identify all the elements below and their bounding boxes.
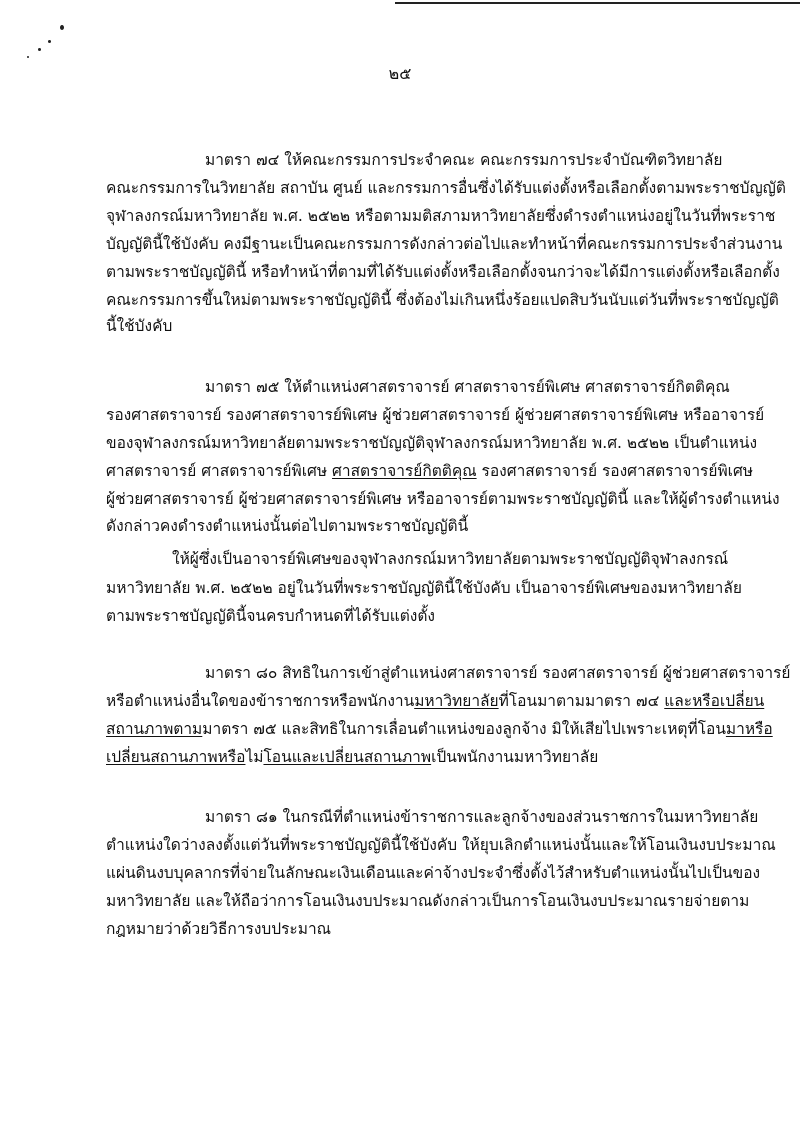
inserted-transfer-change-status-text: โอนและเปลี่ยนสถานภาพ [263,748,432,766]
section-81-line-2: ตำแหน่งใดว่างลงตั้งแต่วันที่พระราชบัญญัตินี้ใช้บังคับ ให้ยุบเลิกตำแหน่งนั้นและให้โอนเงินงบประมาณ [106,836,776,854]
section-75-line-4 [106,461,753,481]
section-80-line-2-start: หรือตำแหน่งอื่นใดของข้าราชการหรือพนักงาน [106,692,415,710]
inserted-status-text: สถานภาพตาม [106,720,203,738]
section-80-line-4 [106,747,598,767]
scan-top-rule [395,2,800,4]
section-74-line-4: บัญญัตินี้ใช้บังคับ คงมีฐานะเป็นคณะกรรมการดังกล่าวต่อไปและทำหน้าที่คณะกรรมการประจำส่วนงาน [106,235,783,253]
section-75-line-4-end: รองศาสตราจารย์ รองศาสตราจารย์พิเศษ [481,462,754,480]
scan-speck [48,40,51,43]
scan-speck [27,56,29,58]
scan-speck [38,48,41,51]
inserted-emeritus-text: ศาสตราจารย์กิตติคุณ [332,462,477,480]
section-75-line-1: มาตรา ๗๕ ให้ตำแหน่งศาสตราจารย์ ศาสตราจารย์พิเศษ ศาสตราจารย์กิตติคุณ [205,378,730,396]
section-80-line-2 [106,691,764,711]
section-74-line-7: นี้ใช้บังคับ [106,317,173,335]
section-80-line-4-end: เป็นพนักงานมหาวิทยาลัย [431,748,599,766]
section-75-line-4-start: ศาสตราจารย์ ศาสตราจารย์พิเศษ [106,462,328,480]
inserted-change-status-or-text: เปลี่ยนสถานภาพหรือ [106,748,246,766]
section-74-line-1: มาตรา ๗๔ ให้คณะกรรมการประจำคณะ คณะกรรมการประจำบัณฑิตวิทยาลัย [205,151,723,169]
section-81-line-5: กฎหมายว่าด้วยวิธีการงบประมาณ [106,920,332,938]
inserted-came-or-text: มาหรือ [725,720,773,738]
section-80-line-3 [106,719,773,739]
section-75-para-2-line-1: ให้ผู้ซึ่งเป็นอาจารย์พิเศษของจุฬาลงกรณ์มหาวิทยาลัยตามพระราชบัญญัติจุฬาลงกรณ์ [172,550,729,568]
section-81-line-1: มาตรา ๘๑ ในกรณีที่ตำแหน่งข้าราชการและลูกจ้างของส่วนราชการในมหาวิทยาลัย [205,808,759,826]
section-80-line-1: มาตรา ๘๐ สิทธิในการเข้าสู่ตำแหน่งศาสตราจารย์ รองศาสตราจารย์ ผู้ช่วยศาสตราจารย์ [205,664,791,682]
section-75-para-2-line-2: มหาวิทยาลัย พ.ศ. ๒๕๒๒ อยู่ในวันที่พระราชบัญญัตินี้ใช้บังคับ เป็นอาจารย์พิเศษของมหาวิทยาลัย [106,579,742,597]
section-81-line-4: มหาวิทยาลัย และให้ถือว่าการโอนเงินงบประมาณดังกล่าวเป็นการโอนเงินงบประมาณรายจ่ายตาม [106,892,750,910]
section-75-line-5: ผู้ช่วยศาสตราจารย์ ผู้ช่วยศาสตราจารย์พิเศษ หรืออาจารย์ตามพระราชบัญญัตินี้ และให้ผู้ดำรงตำแหน่ง [106,490,780,508]
section-74-line-3: จุฬาลงกรณ์มหาวิทยาลัย พ.ศ. ๒๕๒๒ หรือตามมติสภามหาวิทยาลัยซึ่งดำรงตำแหน่งอยู่ในวันที่พระราช [106,207,776,225]
section-80-line-4-not: ไม่ [245,748,264,766]
inserted-and-text: และ [664,692,693,710]
section-74-line-6: คณะกรรมการขึ้นใหม่ตามพระราชบัญญัตินี้ ซึ่งต้องไม่เกินหนึ่งร้อยแปดสิบวันนับแต่วันที่พระราชบัญญัติ [106,291,779,309]
scan-speck [60,25,64,30]
inserted-or-change-text: หรือเปลี่ยน [692,692,765,710]
section-75-para-2-line-3: ตามพระราชบัญญัตินี้จนครบกำหนดที่ได้รับแต่งตั้ง [106,607,435,625]
section-75-line-6: ดังกล่าวคงดำรงตำแหน่งนั้นต่อไปตามพระราชบัญญัตินี้ [106,517,469,535]
page-number: ๒๕ [388,64,412,83]
section-75-line-3: ของจุฬาลงกรณ์มหาวิทยาลัยตามพระราชบัญญัติจุฬาลงกรณ์มหาวิทยาลัย พ.ศ. ๒๕๒๒ เป็นตำแหน่ง [106,434,758,452]
section-80-line-3-mid: มาตรา ๗๕ และสิทธิในการเลื่อนตำแหน่งของลูกจ้าง มิให้เสียไปเพราะเหตุที่โอน [202,720,726,738]
section-74-line-2: คณะกรรมการในวิทยาลัย สถาบัน ศูนย์ และกรรมการอื่นซึ่งได้รับแต่งตั้งหรือเลือกตั้งตามพระราชบัญญัติ [106,179,786,197]
section-80-line-2-mid: ที่โอนมาตามมาตรา ๗๔ [498,692,665,710]
section-81-line-3: แผ่นดินงบบุคลากรที่จ่ายในลักษณะเงินเดือนและค่าจ้างประจำซึ่งตั้งไว้สำหรับตำแหน่งนั้นไปเป็นของ [106,864,761,882]
section-74-line-5: ตามพระราชบัญญัตินี้ หรือทำหน้าที่ตามที่ได้รับแต่งตั้งหรือเลือกตั้งจนกว่าจะได้มีการแต่งตั้งหรือเลือกตั้ง [106,263,780,281]
section-75-line-2: รองศาสตราจารย์ รองศาสตราจารย์พิเศษ ผู้ช่วยศาสตราจารย์ ผู้ช่วยศาสตราจารย์พิเศษ หรืออาจารย์ [106,406,765,424]
inserted-university-text: มหาวิทยาลัย [414,692,499,710]
